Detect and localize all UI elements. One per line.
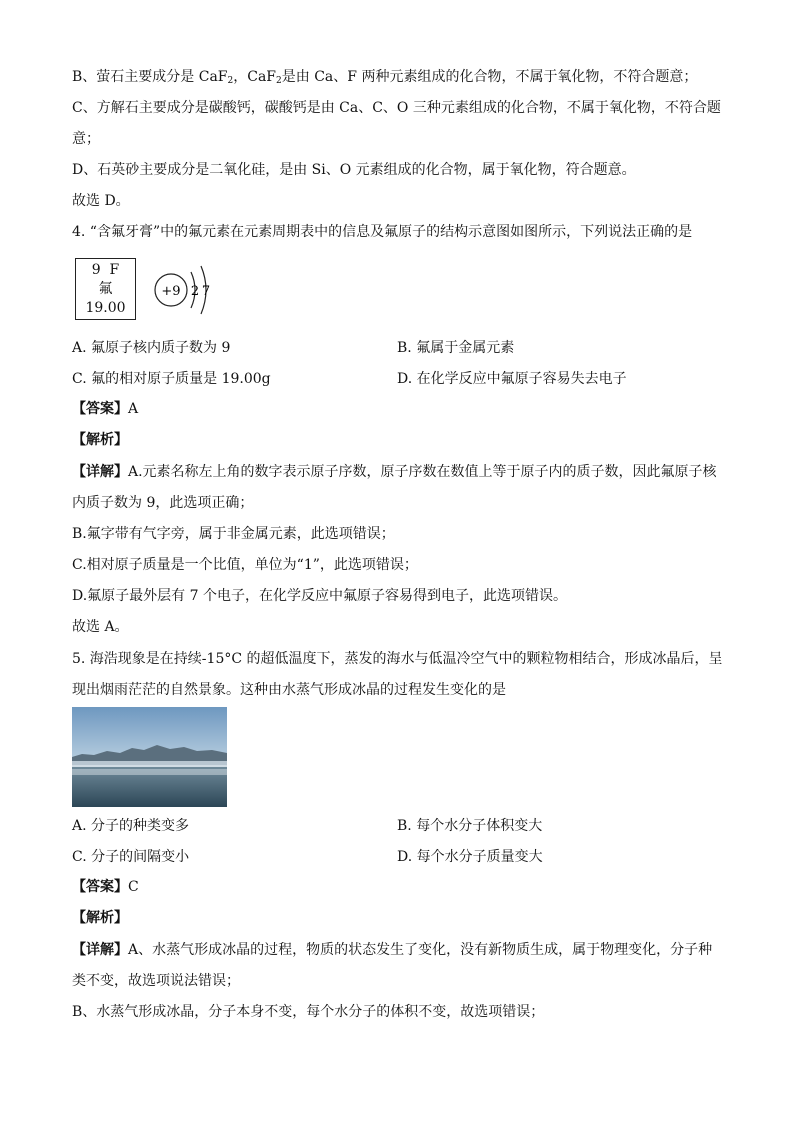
q4-option-c: C. 氟的相对原子质量是 19.00g xyxy=(72,371,271,387)
nucleus-charge: +9 xyxy=(161,284,181,299)
option-c-explanation-line2: 意； xyxy=(72,131,100,147)
answer-value: A xyxy=(128,401,139,417)
answer-tag: 【答案】 xyxy=(72,401,128,417)
q5-option-a: A. 分子的种类变多 xyxy=(72,818,190,834)
q4-detail-a-line1 xyxy=(72,462,717,482)
atom-structure-diagram xyxy=(150,262,220,318)
q5-detail-a-line1 xyxy=(72,940,712,960)
analysis-tag: 【解析】 xyxy=(72,910,128,926)
element-name: 氟 xyxy=(98,281,113,297)
q4-detail-b: B.氟字带有气字旁，属于非金属元素，此选项错误； xyxy=(72,526,395,542)
q4-option-b: B. 氟属于金属元素 xyxy=(397,340,515,356)
text: A.元素名称左上角的数字表示原子序数，原子序数在数值上等于原子内的质子数，因此氟原子核 xyxy=(128,464,717,480)
q5-detail-b: B、水蒸气形成冰晶，分子本身不变，每个水分子的体积不变，故选项错误； xyxy=(72,1004,545,1020)
q4-conclusion: 故选 A。 xyxy=(72,619,129,635)
q4-option-a: A. 氟原子核内质子数为 9 xyxy=(72,340,231,356)
q4-analysis-tag xyxy=(72,430,128,450)
q5-detail-a-line2: 类不变，故选项说法错误； xyxy=(72,973,240,989)
q5-stem-line2: 现出烟雨茫茫的自然景象。这种由水蒸气形成冰晶的过程发生变化的是 xyxy=(72,682,506,698)
text: ，CaF xyxy=(233,69,277,85)
option-b-explanation xyxy=(72,67,697,91)
text: B、萤石主要成分是 CaF xyxy=(72,69,228,85)
q5-option-d: D. 每个水分子质量变大 xyxy=(397,849,543,865)
q4-option-d: D. 在化学反应中氟原子容易失去电子 xyxy=(397,371,627,387)
text: 是由 Ca、F 两种元素组成的化合物，不属于氧化物，不符合题意； xyxy=(281,69,698,85)
answer-tag: 【答案】 xyxy=(72,879,128,895)
text: A、水蒸气形成冰晶的过程，物质的状态发生了变化，没有新物质生成，属于物理变化，分子种 xyxy=(128,942,713,958)
q5-answer xyxy=(72,877,139,897)
shell2-electrons: 7 xyxy=(201,284,211,299)
detail-tag: 【详解】 xyxy=(72,464,128,480)
detail-tag: 【详解】 xyxy=(72,942,128,958)
q4-detail-d: D.氟原子最外层有 7 个电子，在化学反应中氟原子容易得到电子，此选项错误。 xyxy=(72,588,567,604)
q5-stem-line1: 5. 海浩现象是在持续-15°C 的超低温度下，蒸发的海水与低温冷空气中的颗粒物相结合，形成冰晶后，呈 xyxy=(72,651,723,667)
answer-value: C xyxy=(128,879,139,895)
option-c-explanation-line1: C、方解石主要成分是碳酸钙，碳酸钙是由 Ca、C、O 三种元素组成的化合物，不属于氧化物，不符合题 xyxy=(72,100,721,116)
subscript: 2 xyxy=(276,76,282,86)
element-mass: 19.00 xyxy=(85,300,126,316)
q4-detail-c: C.相对原子质量是一个比值，单位为“1”，此选项错误； xyxy=(72,557,418,573)
option-d-explanation: D、石英砂主要成分是二氧化硅，是由 Si、O 元素组成的化合物，属于氧化物，符合题意。 xyxy=(72,162,636,178)
q5-analysis-tag xyxy=(72,908,128,928)
element-card xyxy=(75,258,136,320)
q4-stem: 4. “含氟牙膏”中的氟元素在元素周期表中的信息及氟原子的结构示意图如图所示，下列说法正确的是 xyxy=(72,224,693,240)
q4-answer xyxy=(72,399,138,419)
q5-option-c: C. 分子的间隔变小 xyxy=(72,849,190,865)
q5-option-b: B. 每个水分子体积变大 xyxy=(397,818,543,834)
element-number-symbol: 9 F xyxy=(91,262,120,278)
previous-conclusion: 故选 D。 xyxy=(72,193,130,209)
sea-smoke-photo xyxy=(72,707,227,807)
subscript: 2 xyxy=(227,76,234,86)
q4-detail-a-line2: 内质子数为 9，此选项正确； xyxy=(72,495,254,511)
analysis-tag: 【解析】 xyxy=(72,432,128,448)
shell1-electrons: 2 xyxy=(190,284,200,299)
